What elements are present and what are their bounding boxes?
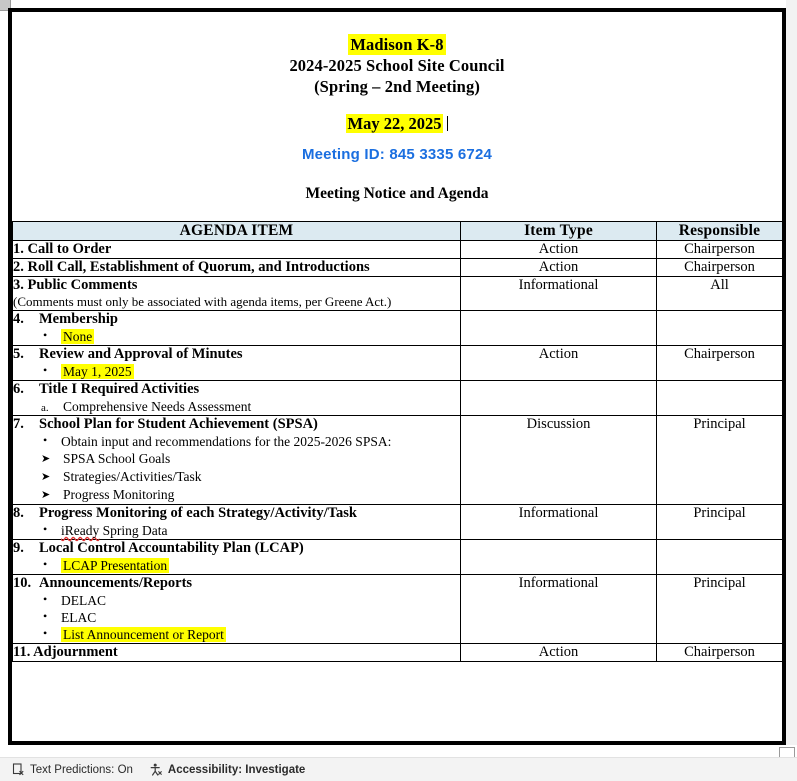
- list-item: [41, 557, 460, 574]
- list-item-text: Obtain input and recommendations for the 2025-2026 SPSA:: [61, 434, 392, 449]
- agenda-item-title: [13, 575, 460, 592]
- agenda-item-subtext: (Comments must only be associated with agenda items, per Greene Act.): [13, 294, 392, 309]
- list-item: [41, 433, 460, 450]
- list-item: ➤ SPSA School Goals: [41, 450, 460, 468]
- status-bar: [0, 757, 797, 781]
- list-item: ➤ Progress Monitoring: [41, 486, 460, 504]
- scrollbar-thumb[interactable]: [786, 0, 797, 745]
- agenda-item-cell: [13, 241, 461, 259]
- item-type-cell: Action: [461, 644, 657, 662]
- status-accessibility[interactable]: [141, 758, 313, 781]
- agenda-bullet-list: [13, 592, 460, 643]
- agenda-item-cell: [13, 644, 461, 662]
- agenda-item-title-text: Call to Order: [27, 241, 112, 257]
- school-name-line: [12, 34, 782, 55]
- agenda-item-number: 6.: [13, 381, 24, 397]
- document-page: [8, 8, 786, 745]
- agenda-item-title-text: Review and Approval of Minutes: [39, 346, 243, 362]
- table-row: [13, 505, 783, 540]
- agenda-item-title: 2. Roll Call, Establishment of Quorum, and Introductions: [13, 259, 370, 275]
- status-text-predictions[interactable]: [0, 758, 141, 781]
- responsible-cell: Chairperson: [657, 241, 783, 259]
- table-row: [13, 416, 783, 505]
- table-row: [13, 540, 783, 575]
- table-row: [13, 381, 783, 416]
- agenda-item-title-text: Announcements/Reports: [39, 575, 193, 591]
- agenda-item-number: 4.: [13, 311, 24, 327]
- highlighted-text: May 1, 2025: [63, 364, 132, 379]
- item-type-cell: [461, 540, 657, 575]
- agenda-item-cell: [13, 416, 461, 505]
- agenda-item-cell: [13, 575, 461, 644]
- agenda-bullet-list: [13, 557, 460, 574]
- responsible-cell: Chairperson: [657, 259, 783, 277]
- notice-title: Meeting Notice and Agenda: [305, 185, 489, 202]
- responsible-cell: Principal: [657, 575, 783, 644]
- agenda-item-title-text: Adjournment: [33, 644, 118, 660]
- responsible-cell: Chairperson: [657, 644, 783, 662]
- item-type-cell: Action: [461, 259, 657, 277]
- agenda-item-title: [13, 311, 460, 328]
- agenda-arrow-list: [13, 450, 460, 504]
- list-item-text: DELAC: [61, 593, 106, 608]
- table-row: [13, 346, 783, 381]
- item-type-cell: [461, 311, 657, 346]
- column-header-item-type: Item Type: [461, 222, 657, 241]
- agenda-item-title: [13, 540, 460, 557]
- agenda-item-title-text: Public Comments: [27, 277, 138, 293]
- accessibility-label: Accessibility: Investigate: [167, 763, 306, 776]
- agenda-item-number: 10.: [13, 575, 32, 591]
- table-row: [13, 575, 783, 644]
- responsible-cell: [657, 540, 783, 575]
- agenda-item-title-text: Title I Required Activities: [39, 381, 200, 397]
- list-item: a. Comprehensive Needs Assessment: [39, 398, 460, 415]
- council-line: 2024-2025 School Site Council: [289, 56, 505, 75]
- item-type-cell: Informational: [461, 575, 657, 644]
- agenda-item-cell: [13, 381, 461, 416]
- agenda-item-title: [13, 381, 460, 398]
- agenda-item-cell: [13, 540, 461, 575]
- list-item: [41, 592, 460, 609]
- responsible-cell: Chairperson: [657, 346, 783, 381]
- item-type-cell: Discussion: [461, 416, 657, 505]
- meeting-date: May 22, 2025: [347, 114, 442, 133]
- column-header-responsible: Responsible: [657, 222, 783, 241]
- highlighted-text: LCAP Presentation: [63, 558, 168, 573]
- agenda-item-number: 9.: [13, 540, 24, 556]
- agenda-item-title-text: School Plan for Student Achievement (SPSA): [39, 416, 318, 432]
- text-cursor: [447, 116, 448, 131]
- item-type-cell: [461, 381, 657, 416]
- agenda-bullet-list: [13, 363, 460, 380]
- agenda-bullet-list: [13, 328, 460, 345]
- list-item: [41, 609, 460, 626]
- agenda-item-title-text: Progress Monitoring of each Strategy/Activity/Task: [39, 505, 357, 521]
- agenda-bullet-list: [13, 522, 460, 539]
- school-name: Madison K-8: [350, 35, 444, 54]
- list-item-text: ELAC: [61, 610, 97, 625]
- highlighted-text: List Announcement or Report: [63, 627, 224, 642]
- responsible-cell: Principal: [657, 416, 783, 505]
- item-type-cell: Informational: [461, 277, 657, 311]
- table-row: [13, 259, 783, 277]
- text-predictions-label: Text Predictions: On: [30, 763, 133, 776]
- agenda-item-title: [13, 346, 460, 363]
- document-header: [12, 12, 782, 203]
- agenda-item-title: 3. Public Comments: [13, 277, 138, 293]
- agenda-item-cell: [13, 259, 461, 277]
- agenda-item-cell: [13, 311, 461, 346]
- column-header-agenda-item: AGENDA ITEM: [13, 222, 461, 241]
- accessibility-person-icon: [149, 763, 163, 776]
- agenda-item-cell: [13, 505, 461, 540]
- vertical-scrollbar[interactable]: [786, 0, 797, 745]
- responsible-cell: [657, 311, 783, 346]
- meeting-id[interactable]: Meeting ID: 845 3335 6724: [301, 146, 493, 163]
- responsible-cell: [657, 381, 783, 416]
- agenda-table-body: [13, 241, 783, 662]
- list-item: [41, 328, 460, 345]
- list-item: [41, 522, 460, 539]
- meeting-line: (Spring – 2nd Meeting): [314, 77, 480, 96]
- agenda-bullet-list: [13, 433, 460, 450]
- agenda-item-title-text: Membership: [39, 311, 118, 327]
- agenda-alpha-list: [13, 398, 460, 415]
- agenda-table: [12, 221, 783, 662]
- responsible-cell: All: [657, 277, 783, 311]
- agenda-item-title: 11. Adjournment: [13, 644, 118, 660]
- agenda-item-title: 1. Call to Order: [13, 241, 112, 257]
- item-type-cell: Action: [461, 241, 657, 259]
- list-item: ➤ Strategies/Activities/Task: [41, 468, 460, 486]
- meeting-date-line: [12, 113, 782, 134]
- agenda-item-cell: [13, 346, 461, 381]
- list-item: [41, 626, 460, 643]
- table-row: [13, 644, 783, 662]
- agenda-item-title-text: Local Control Accountability Plan (LCAP): [39, 540, 304, 556]
- agenda-item-number: 8.: [13, 505, 24, 521]
- agenda-item-title: [13, 416, 460, 433]
- table-row: [13, 277, 783, 311]
- agenda-item-cell: [13, 277, 461, 311]
- text-predictions-icon: [12, 763, 25, 776]
- table-row: [13, 241, 783, 259]
- list-item: [41, 363, 460, 380]
- table-row: [13, 311, 783, 346]
- responsible-cell: Principal: [657, 505, 783, 540]
- highlighted-text: None: [63, 329, 93, 344]
- agenda-item-number: 7.: [13, 416, 24, 432]
- table-header-row: [13, 222, 783, 241]
- agenda-item-title: [13, 505, 460, 522]
- agenda-item-number: 5.: [13, 346, 24, 362]
- agenda-item-title-text: Roll Call, Establishment of Quorum, and Introductions: [27, 259, 370, 275]
- item-type-cell: Action: [461, 346, 657, 381]
- misspelled-word: iReady: [61, 523, 100, 538]
- item-type-cell: Informational: [461, 505, 657, 540]
- list-item-text: Spring Data: [99, 523, 168, 538]
